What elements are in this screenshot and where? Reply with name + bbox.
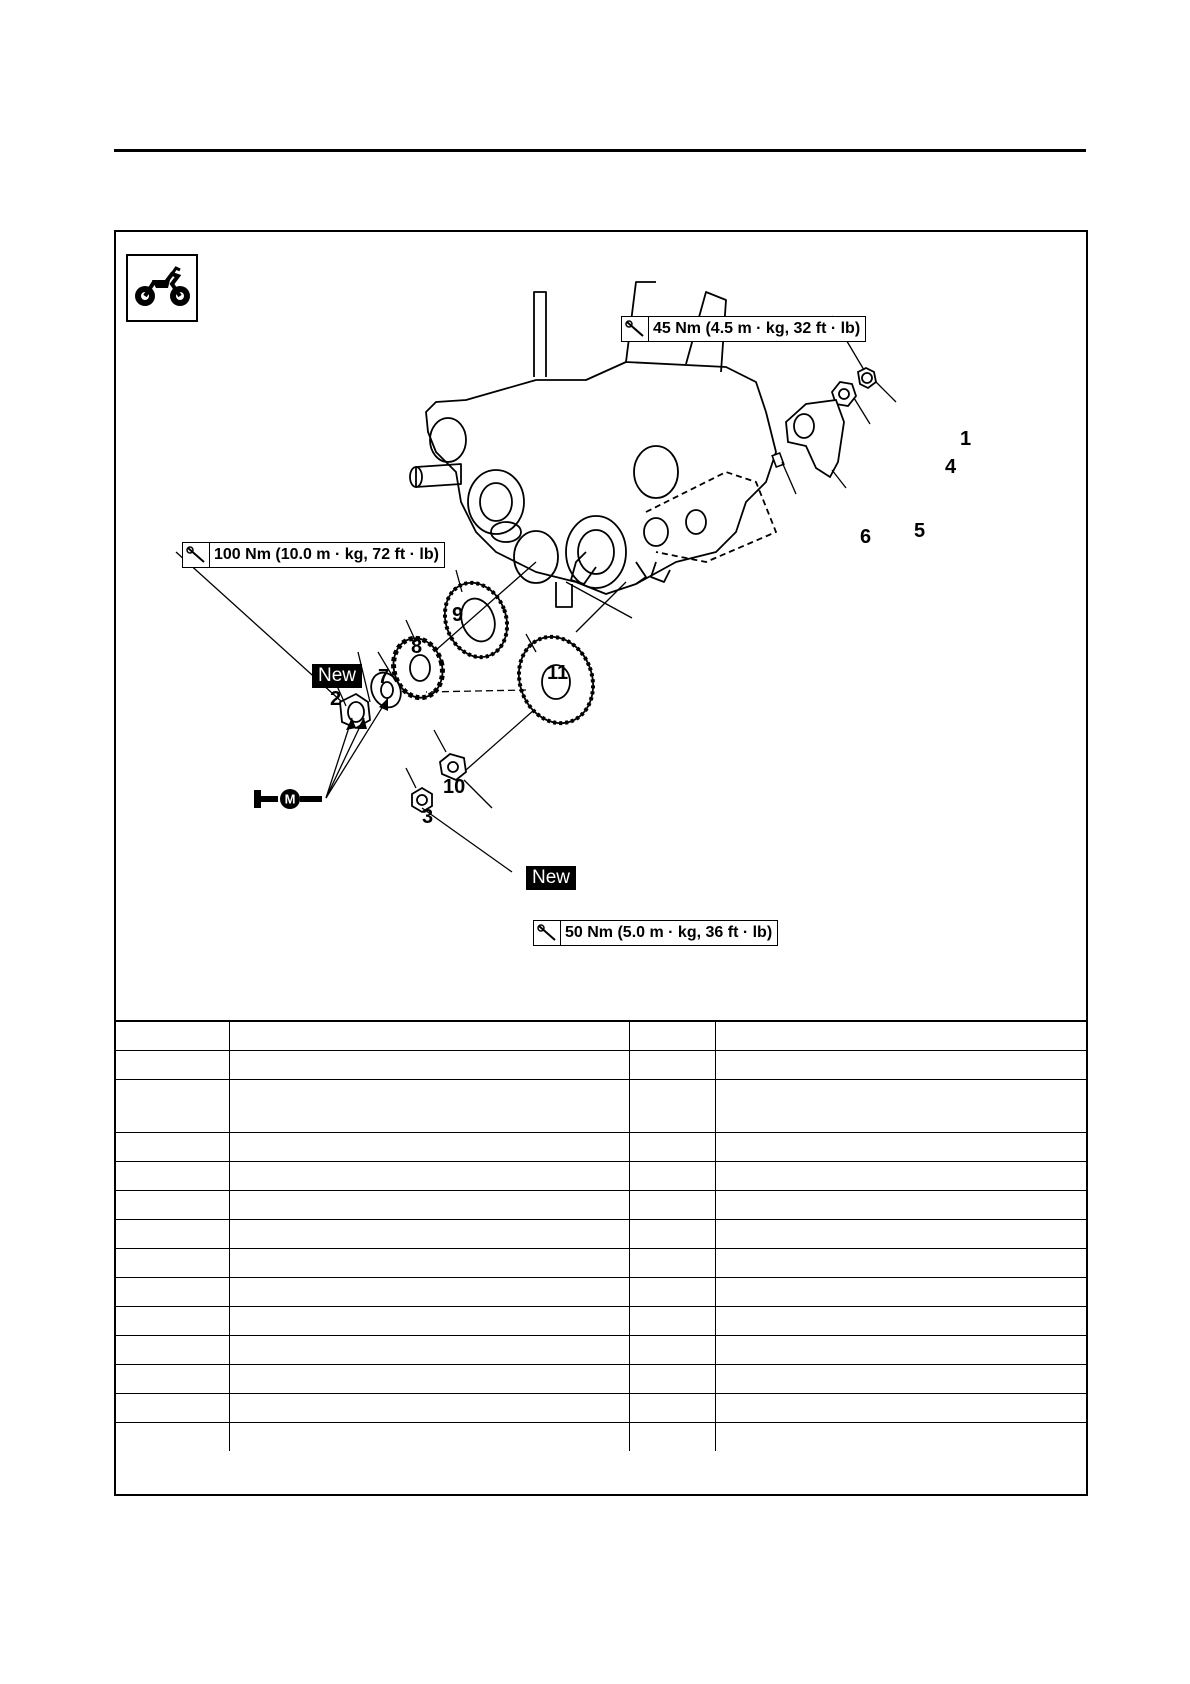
table-cell [629, 1307, 715, 1336]
table-cell [629, 1336, 715, 1365]
lube-label: M [284, 791, 296, 807]
table-row [116, 1394, 1086, 1423]
torque-spec-nut-1 [621, 316, 866, 342]
table-row [116, 1133, 1086, 1162]
table-cell [116, 1220, 229, 1249]
table-row [116, 1021, 1086, 1051]
table-cell [229, 1336, 629, 1365]
table-cell [715, 1307, 1086, 1336]
table-cell [715, 1051, 1086, 1080]
table-cell [229, 1394, 629, 1423]
torque-wrench-icon [183, 543, 210, 567]
table-cell [116, 1133, 229, 1162]
table-cell [116, 1051, 229, 1080]
table-row [116, 1191, 1086, 1220]
table-cell [229, 1220, 629, 1249]
table-cell [629, 1162, 715, 1191]
table-cell [629, 1080, 715, 1133]
table-cell [116, 1080, 229, 1133]
table-cell [715, 1021, 1086, 1051]
new-part-badge: New [312, 664, 362, 688]
table-cell [229, 1365, 629, 1394]
table-row [116, 1249, 1086, 1278]
table-cell [116, 1021, 229, 1051]
callout-4: 4 [945, 456, 957, 478]
table-row [116, 1336, 1086, 1365]
callout-7: 7 [378, 666, 390, 688]
callout-3: 3 [422, 806, 434, 828]
callout-10: 10 [443, 776, 466, 798]
table-cell [116, 1423, 229, 1452]
table-cell [116, 1394, 229, 1423]
table-cell [629, 1051, 715, 1080]
callout-9: 9 [452, 604, 464, 626]
table-row [116, 1162, 1086, 1191]
table-cell [629, 1394, 715, 1423]
table-row [116, 1278, 1086, 1307]
table-cell [229, 1191, 629, 1220]
torque-value: 45 Nm (4.5 m · kg, 32 ft · lb) [653, 320, 861, 337]
parts-table [116, 1020, 1086, 1451]
table-cell [229, 1080, 629, 1133]
callout-2: 2 [330, 688, 342, 710]
table-cell [629, 1278, 715, 1307]
table-row [116, 1365, 1086, 1394]
table-row [116, 1051, 1086, 1080]
table-cell [715, 1423, 1086, 1452]
table-cell [629, 1423, 715, 1452]
table-cell [715, 1080, 1086, 1133]
table-cell [229, 1423, 629, 1452]
table-cell [229, 1133, 629, 1162]
callout-1: 1 [960, 428, 972, 450]
table-cell [116, 1249, 229, 1278]
table-cell [715, 1278, 1086, 1307]
table-cell [629, 1133, 715, 1162]
torque-wrench-icon [622, 317, 649, 341]
callout-6: 6 [860, 526, 872, 548]
illustration-frame [114, 230, 1088, 1496]
table-cell [229, 1249, 629, 1278]
table-cell [715, 1394, 1086, 1423]
table-cell [229, 1307, 629, 1336]
table-cell [715, 1365, 1086, 1394]
table-cell [715, 1220, 1086, 1249]
table-row [116, 1307, 1086, 1336]
table-cell [229, 1162, 629, 1191]
torque-spec-nut-3 [533, 920, 778, 946]
table-cell [715, 1336, 1086, 1365]
torque-value: 50 Nm (5.0 m · kg, 36 ft · lb) [565, 924, 773, 941]
table-cell [715, 1133, 1086, 1162]
table-cell [629, 1021, 715, 1051]
table-cell [116, 1336, 229, 1365]
table-cell [715, 1191, 1086, 1220]
torque-value: 100 Nm (10.0 m · kg, 72 ft · lb) [214, 546, 439, 563]
table-cell [229, 1021, 629, 1051]
table-cell [715, 1249, 1086, 1278]
callout-8: 8 [411, 636, 423, 658]
table-row [116, 1220, 1086, 1249]
table-cell [116, 1278, 229, 1307]
table-cell [629, 1249, 715, 1278]
exploded-view-drawing [116, 232, 1086, 1020]
table-cell [116, 1191, 229, 1220]
callout-11: 11 [547, 662, 569, 684]
table-cell [229, 1278, 629, 1307]
table-cell [116, 1307, 229, 1336]
table-cell [229, 1051, 629, 1080]
table-cell [715, 1162, 1086, 1191]
torque-wrench-icon [534, 921, 561, 945]
header-rule [114, 149, 1086, 152]
table-cell [629, 1220, 715, 1249]
table-cell [629, 1365, 715, 1394]
table-row [116, 1423, 1086, 1452]
table-cell [116, 1365, 229, 1394]
table-cell [629, 1191, 715, 1220]
new-part-badge: New [526, 866, 576, 890]
torque-spec-nut-2 [182, 542, 445, 568]
table-row [116, 1080, 1086, 1133]
callout-5: 5 [914, 520, 926, 542]
molybdenum-grease-icon [254, 788, 330, 810]
table-cell [116, 1162, 229, 1191]
